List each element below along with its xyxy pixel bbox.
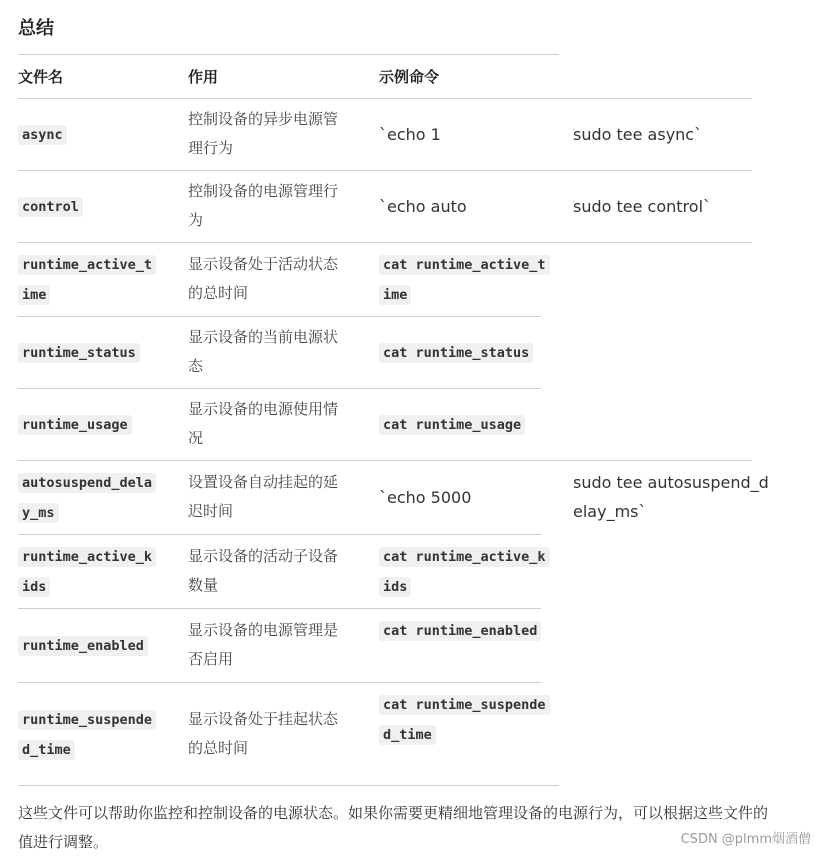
cell-example-command: [379, 250, 547, 310]
filename-code: runtime_usage: [18, 415, 132, 435]
command-code: cat runtime_enabled: [379, 621, 541, 641]
filename-code: runtime_suspended_time: [18, 710, 156, 760]
cell-extra-command: sudo tee autosuspend_delay_ms`: [573, 473, 769, 521]
filename-code: autosuspend_delay_ms: [18, 473, 156, 523]
section-title: 总结: [18, 18, 54, 39]
cell-filename: [18, 705, 160, 765]
cell-purpose: 显示设备的活动子设备数量: [188, 547, 339, 594]
cell-example-command: `echo 1: [379, 125, 441, 144]
cell-filename: [18, 631, 160, 661]
header-filename: 文件名: [18, 68, 64, 86]
filename-code: runtime_active_kids: [18, 547, 156, 597]
cell-filename: [18, 192, 160, 222]
row-divider: [18, 534, 541, 535]
cell-example-command: [379, 542, 547, 602]
cell-purpose: 控制设备的异步电源管理行为: [188, 110, 339, 157]
row-divider: [18, 682, 541, 683]
header-purpose: 作用: [188, 68, 219, 86]
filename-code: control: [18, 197, 83, 217]
command-code: cat runtime_status: [379, 343, 533, 363]
filename-code: runtime_active_time: [18, 255, 156, 305]
command-code: cat runtime_active_time: [379, 255, 550, 305]
cell-purpose: 显示设备处于挂起状态的总时间: [188, 710, 339, 757]
cell-purpose: 控制设备的电源管理行为: [188, 182, 339, 229]
cell-example-command: [379, 616, 547, 646]
cell-filename: [18, 468, 160, 528]
command-code: cat runtime_usage: [379, 415, 525, 435]
cell-example-command: [379, 338, 547, 368]
filename-code: async: [18, 125, 67, 145]
row-divider: [18, 242, 752, 243]
table-top-border: [18, 54, 559, 55]
command-code: cat runtime_active_kids: [379, 547, 550, 597]
cell-extra-command: sudo tee async`: [573, 125, 703, 144]
cell-purpose: 显示设备的电源管理是否启用: [188, 621, 339, 668]
cell-example-command: `echo auto: [379, 197, 467, 216]
cell-purpose: 设置设备自动挂起的延迟时间: [188, 473, 339, 520]
header-example-command: 示例命令: [379, 68, 440, 86]
summary-paragraph: 这些文件可以帮助你监控和控制设备的电源状态。如果你需要更精细地管理设备的电源行为，可以根据这些文件的值进行调整。: [18, 804, 769, 851]
row-divider: [18, 98, 752, 99]
cell-example-command: [379, 410, 547, 440]
cell-filename: [18, 338, 160, 368]
cell-example-command: [379, 690, 547, 750]
csdn-watermark: CSDN @plmm烟酒僧: [680, 832, 811, 847]
cell-example-command: `echo 5000: [379, 488, 472, 507]
cell-filename: [18, 250, 160, 310]
cell-filename: [18, 120, 160, 150]
cell-filename: [18, 410, 160, 440]
row-divider: [18, 388, 541, 389]
cell-extra-command: sudo tee control`: [573, 197, 712, 216]
cell-purpose: 显示设备的电源使用情况: [188, 400, 339, 447]
command-code: cat runtime_suspended_time: [379, 695, 550, 745]
row-divider: [18, 170, 752, 171]
cell-filename: [18, 542, 160, 602]
row-divider: [18, 316, 541, 317]
filename-code: runtime_enabled: [18, 636, 148, 656]
cell-purpose: 显示设备处于活动状态的总时间: [188, 255, 339, 302]
filename-code: runtime_status: [18, 343, 140, 363]
row-divider: [18, 608, 541, 609]
row-divider: [18, 460, 752, 461]
table-bottom-border: [18, 785, 559, 786]
cell-purpose: 显示设备的当前电源状态: [188, 328, 339, 375]
